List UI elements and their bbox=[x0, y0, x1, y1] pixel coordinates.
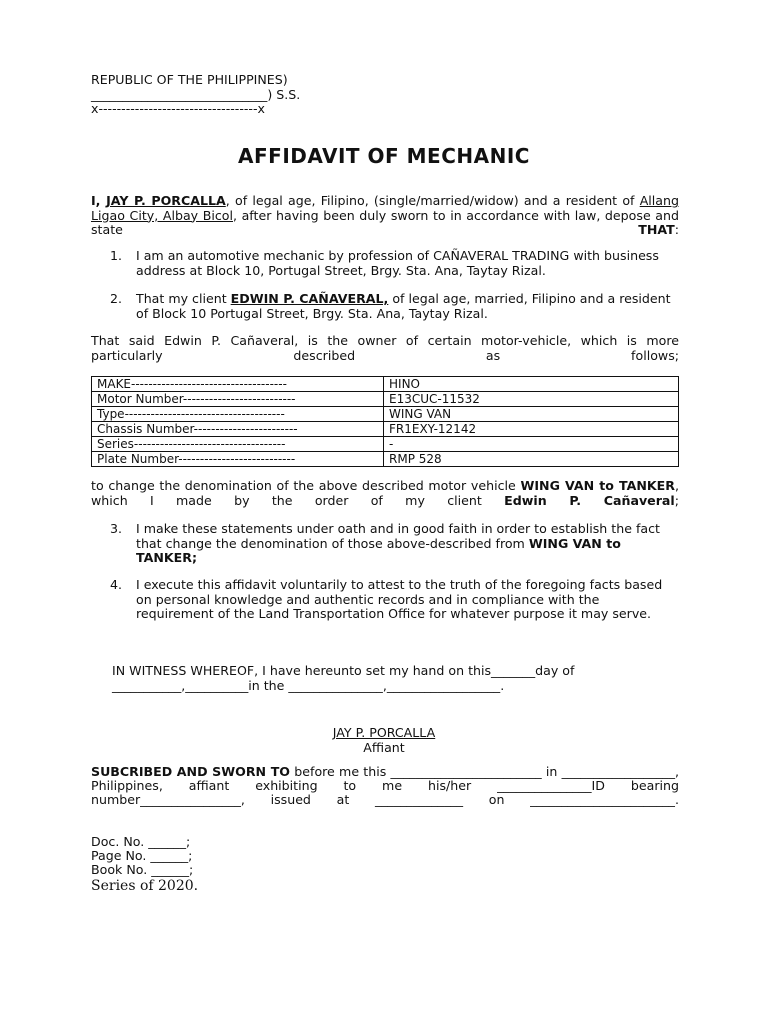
list-item-3 bbox=[110, 522, 680, 566]
doc-no: Doc. No. ______; bbox=[91, 834, 191, 849]
table-row bbox=[92, 437, 679, 452]
list-text: I make these statements under oath and in good faith in order to establish the fact that change the denomination of those above-described from WING VAN to TANKER; bbox=[136, 521, 660, 565]
ss-line: ____________________________) S.S. bbox=[91, 87, 301, 102]
list-item-1 bbox=[110, 249, 680, 278]
list-text: I am an automotive mechanic by profession of CAÑAVERAL TRADING with business address at Block 10, Portugal Street, Brgy. Sta. Ana, Taytay Rizal. bbox=[136, 248, 659, 278]
table-label: Chassis Number------------------------ bbox=[92, 422, 384, 437]
list-item-2 bbox=[110, 292, 680, 321]
client-name: EDWIN P. CAÑAVERAL, bbox=[230, 291, 389, 306]
intro-text-2: , after having been duly sworn to in accordance with law, depose and state bbox=[91, 207, 679, 237]
client-name-bold: Edwin P. Cañaveral bbox=[504, 492, 675, 508]
change-paragraph: to change the denomination of the above described motor vehicle WING VAN to TANKER, which I made by the order of my client Edwin P. Cañaveral; bbox=[91, 478, 679, 508]
witness-line-1: IN WITNESS WHEREOF, I have hereunto set my hand on this_______day of bbox=[112, 663, 575, 678]
list-number: 4. bbox=[110, 577, 123, 592]
table-label: Plate Number--------------------------- bbox=[92, 452, 384, 467]
list-number: 3. bbox=[110, 521, 123, 536]
table-row bbox=[92, 452, 679, 467]
table-value: RMP 528 bbox=[384, 452, 679, 467]
intro-colon: : bbox=[674, 222, 679, 237]
table-value: - bbox=[384, 437, 679, 452]
book-no: Book No. ______; bbox=[91, 862, 194, 877]
intro-paragraph bbox=[91, 194, 679, 252]
jurat-paragraph: SUBCRIBED AND SWORN TO before me this ________________________ in __________________, Philippines, affiant exhibiting to me his/her _______________ID bearing number________________, issued at ______________ on _______________________. bbox=[91, 764, 679, 808]
affiant-role: Affiant bbox=[363, 740, 405, 755]
series-year: Series of 2020. bbox=[91, 878, 199, 894]
intro-that: THAT bbox=[638, 222, 675, 237]
vehicle-table bbox=[91, 376, 679, 467]
table-row bbox=[92, 392, 679, 407]
table-label: Type------------------------------------- bbox=[92, 407, 384, 422]
table-row bbox=[92, 422, 679, 437]
page-no: Page No. ______; bbox=[91, 848, 193, 863]
list-text: That my client EDWIN P. CAÑAVERAL, of legal age, married, Filipino and a resident of Block 10 Portugal Street, Brgy. Sta. Ana, Taytay Rizal. bbox=[136, 291, 671, 321]
table-row bbox=[92, 377, 679, 392]
republic-line: REPUBLIC OF THE PHILIPPINES) bbox=[91, 72, 288, 87]
x-line: x-----------------------------------x bbox=[91, 101, 265, 116]
table-label: Series----------------------------------- bbox=[92, 437, 384, 452]
table-value: FR1EXY-12142 bbox=[384, 422, 679, 437]
intro-text-1: , of legal age, Filipino, (single/married/widow) and a resident of bbox=[225, 193, 640, 208]
witness-line-2: ___________,__________in the _______________,__________________. bbox=[112, 678, 505, 693]
table-label: Motor Number-------------------------- bbox=[92, 392, 384, 407]
table-row bbox=[92, 407, 679, 422]
table-value: HINO bbox=[384, 377, 679, 392]
change-from-to: WING VAN to TANKER bbox=[520, 478, 675, 493]
list-number: 2. bbox=[110, 291, 123, 306]
list-item-4 bbox=[110, 578, 680, 622]
list-text: I execute this affidavit voluntarily to attest to the truth of the foregoing facts based on personal knowledge and authentic records and in compliance with the requirement of the Land Transportation Office for whatever purpose it may serve. bbox=[136, 577, 663, 621]
change-from-to-2: WING VAN to TANKER; bbox=[136, 535, 621, 565]
table-label: MAKE------------------------------------ bbox=[92, 377, 384, 392]
affiant-name: JAY P. PORCALLA bbox=[106, 193, 226, 208]
jurat-bold: SUBCRIBED AND SWORN TO bbox=[91, 764, 291, 779]
affiant-address: Allang Ligao City, Albay Bicol bbox=[91, 193, 679, 223]
owner-paragraph: That said Edwin P. Cañaveral, is the owner of certain motor-vehicle, which is more particularly described as follows; bbox=[91, 333, 679, 363]
list-number: 1. bbox=[110, 248, 123, 263]
document-title: AFFIDAVIT OF MECHANIC bbox=[238, 144, 530, 168]
intro-pronoun: I, bbox=[91, 193, 101, 208]
table-value: E13CUC-11532 bbox=[384, 392, 679, 407]
table-value: WING VAN bbox=[384, 407, 679, 422]
affiant-signature-name: JAY P. PORCALLA bbox=[332, 725, 436, 740]
